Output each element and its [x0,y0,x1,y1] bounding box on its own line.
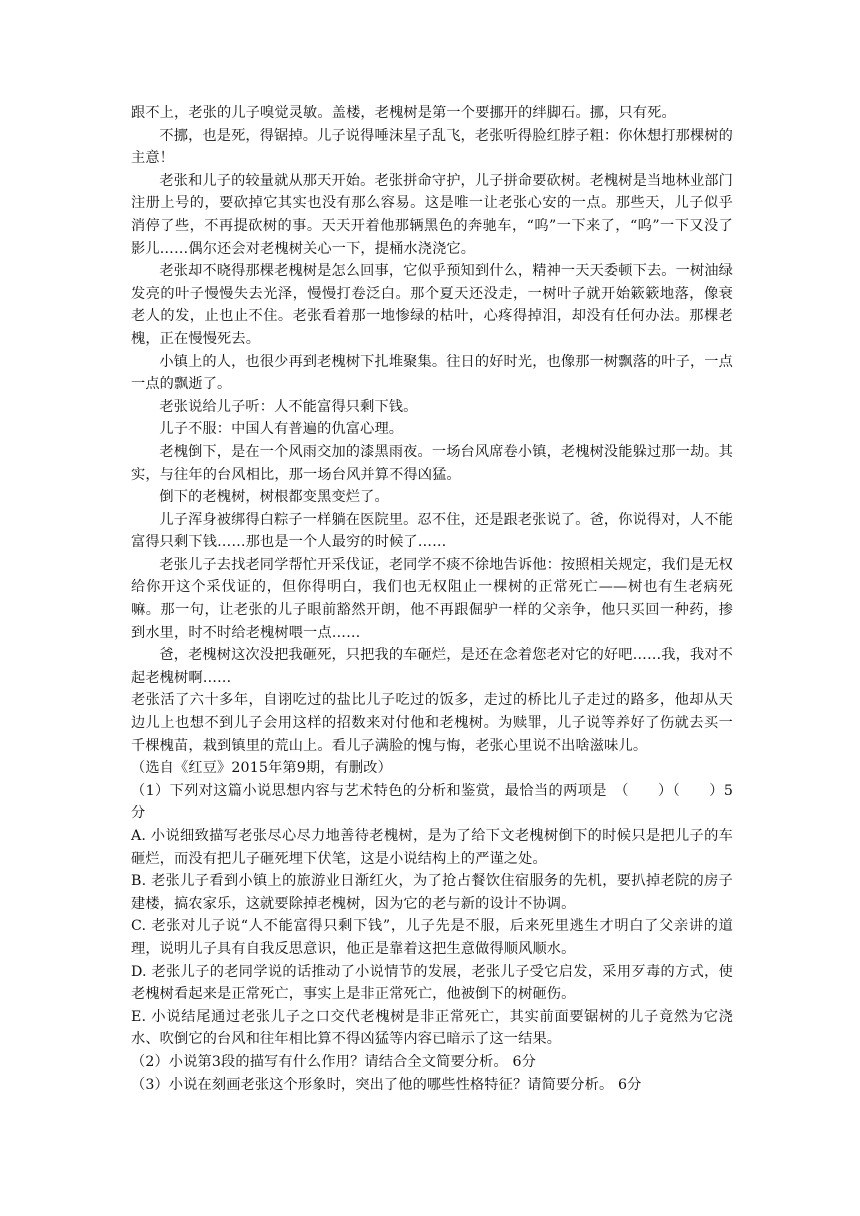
document-page [131,102,733,1096]
question-1-stem: （1）下列对这篇小说思想内容与艺术特色的分析和鉴赏，最恰当的两项是 （ ）（ ）5分 [131,782,733,822]
question-2: （2）小说第3段的描写有什么作用？请结合全文简要分析。 6分 [131,1053,536,1070]
question-1-option-d: D. 老张儿子的老同学说的话推动了小说情节的发展，老张儿子受它启发，采用歹毒的方式，使老槐树看起来是正常死亡，事实上是非正常死亡，他被倒下的树砸伤。 [131,963,733,1003]
story-paragraph: 爸，老槐树这次没把我砸死，只把我的车砸烂，是还在念着您老对它的好吧……我，我对不起老槐树啊…… [131,647,733,686]
story-paragraph: 倒下的老槐树，树根都变黑变烂了。 [159,489,389,506]
story-paragraph: 跟不上，老张的儿子嗅觉灵敏。盖楼，老槐树是第一个要挪开的绊脚石。挪，只有死。 [131,105,676,121]
story-paragraph: 儿子浑身被绑得白粽子一样躺在医院里。忍不住，还是跟老张说了。爸，你说得对，人不能富得只剩下钱……那也是一个人最穷的时候了…… [131,511,733,551]
question-1-option-a: A. 小说细致描写老张尽心尽力地善待老槐树，是为了给下文老槐树倒下的时候只是把儿子的车砸烂，而没有把儿子砸死埋下伏笔，这是小说结构上的严谨之处。 [131,828,733,867]
story-paragraph: 小镇上的人，也很少再到老槐树下扎堆聚集。往日的好时光，也像那一树飘落的叶子，一点一点的飘逝了。 [131,353,733,393]
question-1-option-c: C. 老张对儿子说“人不能富得只剩下钱”，儿子先是不服，后来死里逃生才明白了父亲讲的道理，说明儿子具有自我反思意识，他正是靠着这把生意做得顺风顺水。 [131,918,733,957]
question-1-option-b: B. 老张儿子看到小镇上的旅游业日渐红火，为了抢占餐饮住宿服务的先机，要扒掉老院的房子建楼，搞农家乐，这就要除掉老槐树，因为它的老与新的设计不协调。 [131,873,733,912]
story-paragraph: 老张活了六十多年，自诩吃过的盐比儿子吃过的饭多，走过的桥比儿子走过的路多，他却从天边儿上也想不到儿子会用这样的招数来对付他和老槐树。为赎罪，儿子说等养好了伤就去买一千棵槐苗，栽到镇里的荒山上。看儿子满脸的愧与悔，老张心里说不出啥滋味儿。 [131,692,733,754]
question-1-option-e: E. 小说结尾通过老张儿子之口交代老槐树是非正常死亡，其实前面要锯树的儿子竟然为它浇水、吹倒它的台风和往年相比算不得凶猛等内容已暗示了这一结果。 [131,1008,733,1048]
story-paragraph: 老张儿子去找老同学帮忙开采伐证，老同学不痰不徐地告诉他：按照相关规定，我们是无权给你开这个采伐证的，但你得明白，我们也无权阻止一棵树的正常死亡——树也有生老病死嘛。那一句，让老张的儿子眼前豁然开朗，他不再跟倔驴一样的父亲争，他只买回一种药，掺到水里，时不时给老槐树喂一点…… [131,556,733,641]
story-paragraph: 不挪，也是死，得锯掉。儿子说得唾沫星子乱飞，老张听得脸红脖子粗：你休想打那棵树的主意！ [131,127,733,167]
story-paragraph: 儿子不服：中国人有普遍的仇富心理。 [159,421,404,438]
question-3: （3）小说在刻画老张这个形象时，突出了他的哪些性格特征？请简要分析。 6分 [131,1076,642,1093]
story-paragraph: 老张却不晓得那棵老槐树是怎么回事，它似乎预知到什么，精神一天天委顿下去。一树油绿发亮的叶子慢慢失去光泽，慢慢打卷泛白。那个夏天还没走，一树叶子就开始簌簌地落，像衰老人的发，止也止不住。老张看着那一地惨绿的枯叶，心疼得掉泪，却没有任何办法。那棵老槐，正在慢慢死去。 [131,263,733,347]
story-paragraph: 老张说给儿子听：人不能富得只剩下钱。 [159,398,418,415]
story-paragraph: 老张和儿子的较量就从那天开始。老张拼命守护，儿子拼命要砍树。老槐树是当地林业部门注册上号的，要砍掉它其实也没有那么容易。这是唯一让老张心安的一点。那些天，儿子似乎消停了些，不再提砍树的事。天天开着他那辆黑色的奔驰车，“呜”一下来了，“呜”一下又没了影儿……偶尔还会对老槐树关心一下，提桶水浇浇它。 [131,172,733,257]
source-citation: （选自《红豆》2015年第9期，有删改） [131,760,392,777]
story-paragraph: 老槐倒下，是在一个风雨交加的漆黑雨夜。一场台风席卷小镇，老槐树没能躲过那一劫。其实，与往年的台风相比，那一场台风并算不得凶猛。 [131,443,733,483]
